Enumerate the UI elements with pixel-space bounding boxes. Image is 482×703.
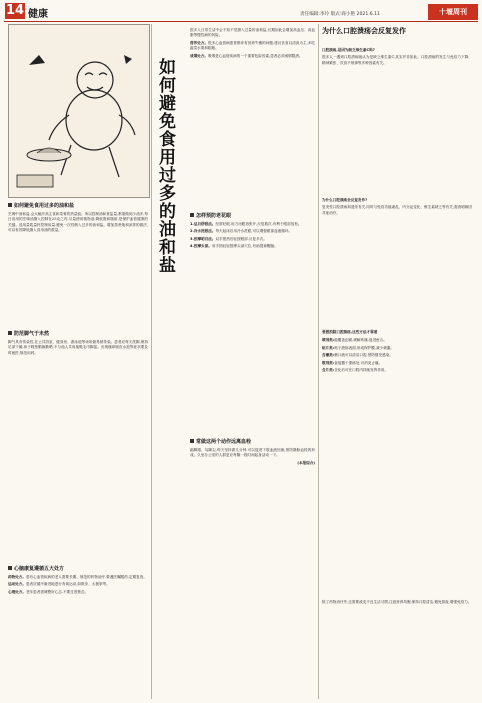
section-heading: 怎样预防老花眼 xyxy=(196,213,232,219)
right-section-3 xyxy=(322,330,472,373)
item-label: 药物处方。 xyxy=(8,575,26,579)
right-article-title: 为什么口腔溃疡会反复发作 xyxy=(322,27,406,35)
quit-smoking-paragraph: 戒烟处方。吸烟是心血管疾病的一个重要危险因素,患者必须戒烟限酒。 xyxy=(190,53,303,58)
section-body: 脚气具有传染性,在公共浴室、健身房、游泳池等场所最易被传染。患者应每天洗脚,保持足部干燥,袜子鞋垫勤换勤晒,不与他人共用拖鞋毛巾脚盆。出现瘙痒脱皮水泡等症状要及时就医,规范用药。 xyxy=(8,340,148,355)
prescription-item xyxy=(8,590,148,595)
left-section-3 xyxy=(8,565,148,595)
nutrition-paragraph: 营养处方。很多心血管病患者都伴有营养失衡的问题,建议饮食以清淡为主,多吃蔬菜水果和粗粮。 xyxy=(190,40,315,51)
answer-text: 复发性口腔溃疡和遗传有关,同时与免疫功能紊乱、内分泌变化、维生素缺乏等有关,需查明病因对症治疗。 xyxy=(322,205,472,215)
section-heading: 防范脚气于未然 xyxy=(14,331,50,337)
heading-bullet-icon xyxy=(8,203,12,207)
item-text: 老年患者需调整好心态,不要过度焦虑。 xyxy=(25,589,89,594)
left-section-1 xyxy=(8,202,148,234)
closing-text: 除了药物治疗外,还需要改变不良生活习惯,注意营养均衡,保持口腔清洁,避免熬夜,增强免疫力。 xyxy=(322,600,472,604)
middle-intro: 很多人日常生活中会不知不觉摄入过量的油和盐,长期如此会增加高血压、高血脂等慢性病的风险。 xyxy=(190,28,315,38)
question-heading: 口腔溃疡,是因为缺乏维生素C吗? xyxy=(322,48,375,52)
man-eating-illustration xyxy=(9,25,149,197)
article-source: (本报综合) xyxy=(297,460,315,465)
method-item: 含漱类:漱口液可以清洁口腔,预防继发感染。 xyxy=(322,353,393,358)
question-heading: 为什么口腔溃疡会反复发作? xyxy=(322,198,368,202)
section-heading: 常做这两个动作远离血栓 xyxy=(196,439,252,445)
tip-item: 3.按摩明目法。双手搓热后轻按眼部,反复多次。 xyxy=(190,236,267,241)
publication-logo: 十堰周刊 xyxy=(428,4,478,20)
section-heading: 心脑康复遵循五大处方 xyxy=(14,566,65,572)
heading-bullet-icon xyxy=(190,439,194,443)
prescription-item xyxy=(8,582,148,587)
header-divider xyxy=(4,21,478,22)
section-body: 踮脚跟、勾脚尖,每天坚持做几分钟,可以促进下肢血液回流,预防静脉血栓的形成。久坐办公室的人群更应每隔一段时间起身活动一下。 xyxy=(190,448,315,458)
middle-section-presbyopia xyxy=(190,212,315,250)
item-label: 心理处方。 xyxy=(8,589,26,594)
item-text: 患者应循序渐进地进行有氧运动,如散步、太极拳等。 xyxy=(25,582,110,587)
column-divider xyxy=(151,24,152,699)
answer-text: 很多人一遇到口腔溃疡就认为是缺乏维生素C,其实并非如此。口腔溃疡的发生与免疫力下降、精神紧张、饮食不规律等多种因素有关。 xyxy=(322,55,472,65)
method-item: 含片类:含化后可在口腔内持续发挥作用。 xyxy=(322,367,389,372)
item-text: 患有心血管疾病的老人需要长期、规范的药物治疗,要遵医嘱服药,定期复查。 xyxy=(25,575,147,579)
section-name: 健康 xyxy=(28,9,48,20)
method-item: 喷剂类:能覆盖创面,缓解疼痛,促进愈合。 xyxy=(322,338,387,343)
method-item: 贴片类:贴于溃疡表面,形成保护膜,减少刺激。 xyxy=(322,345,395,350)
heading-bullet-icon xyxy=(8,331,12,335)
column-divider xyxy=(318,24,319,699)
heading-bullet-icon xyxy=(8,566,12,570)
method-item: 散剂类:直接撒于溃疡处,可消炎止痛。 xyxy=(322,360,383,365)
page-number: 14 xyxy=(5,3,25,18)
illustration-panel xyxy=(8,24,150,198)
prescription-item xyxy=(8,575,148,580)
item-label: 运动处方。 xyxy=(8,582,26,587)
tip-item: 1.运目舒眼法。经常眨眼,用力闭眼再张开,反复数次,有利于眼部放松。 xyxy=(190,222,302,226)
editor-meta: 责任编辑:李玲 版式:商小艳 2021.6.11 xyxy=(300,12,380,17)
right-section-2 xyxy=(322,198,472,216)
section-heading: 如何避免食用过多的油和盐 xyxy=(14,203,75,209)
middle-headline: 如何避免食用过多的油和盐 xyxy=(155,58,175,274)
tip-item: 4.按摩头部。用手指轻轻按摩头部穴位,有助提神醒脑。 xyxy=(190,244,278,249)
middle-section-thrombosis xyxy=(190,438,315,466)
heading-bullet-icon xyxy=(190,213,194,217)
question-heading: 要想消除口腔溃疡,这些方法才靠谱 xyxy=(322,330,378,334)
right-article-body xyxy=(322,48,472,66)
tip-item: 2.冷水洗眼法。每天起床后用冷水洗眼,可以增强眼部血液循环。 xyxy=(190,229,293,234)
section-body: 烹调中油和盐,会大幅升高主食和菜肴的热量值。所以控制油和食盐量,都需做到少油多,每日食用的烹调油摄入控制在25克之内,尽量使用植物油,降低饱和脂肪,是保护血管健康的关键。选用量匙量杯控制用量,避免一次性倒入过多的油和盐。增加蒸煮炖和凉拌的做法,可以有效降低摄入食用油的数量。 xyxy=(8,212,148,233)
middle-article-top xyxy=(190,28,315,59)
left-section-2 xyxy=(8,330,148,356)
page-header xyxy=(0,0,482,22)
right-closing xyxy=(322,600,472,605)
